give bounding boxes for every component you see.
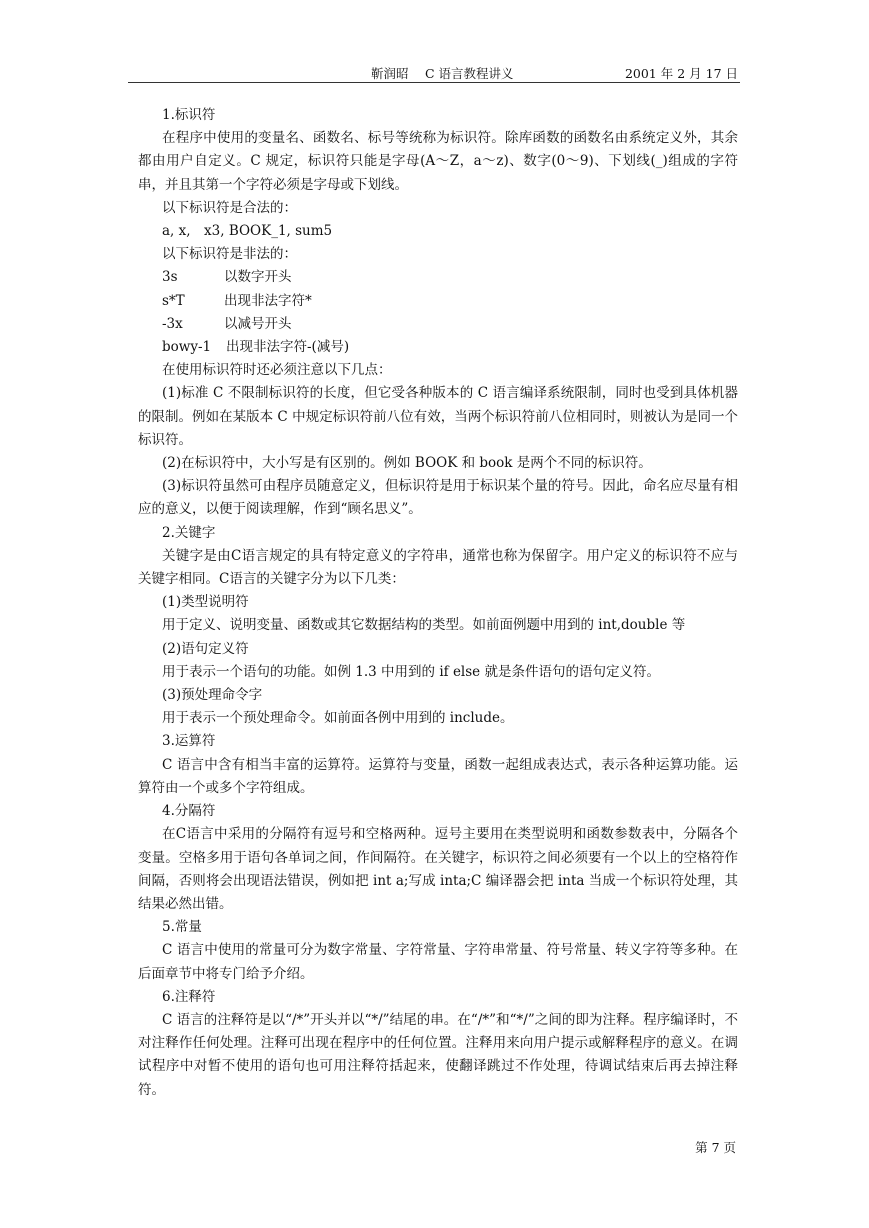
legal-list: a, x, x3, BOOK_1, sum5 <box>162 223 333 240</box>
illegal-item <box>138 336 738 359</box>
paragraph-identifiers: 在程序中使用的变量名、函数名、标号等统称为标识符。除库函数的函数名由系统定义外，其余都由用户自定义。C 规定，标识符只能是字母(A～Z，a～z)、数字(0～9)、下划线(_)组成的字符串，并且其第一个字符必须是字母或下划线。 <box>138 130 738 193</box>
paragraph-constants: C 语言中使用的常量可分为数字常量、字符常量、字符串常量、符号常量、转义字符等多种。在后面章节中将专门给予介绍。 <box>138 942 738 982</box>
section-heading-separators: 4.分隔符 <box>162 803 216 820</box>
page-number: 第 7 页 <box>695 1140 736 1155</box>
notes-intro: 在使用标识符时还必须注意以下几点： <box>162 362 392 379</box>
note-case: (2)在标识符中，大小写是有区别的。例如 BOOK 和 book 是两个不同的标识符。 <box>162 455 652 472</box>
illegal-reason: 以减号开头 <box>224 315 292 332</box>
paragraph-keywords: 关键字是由C语言规定的具有特定意义的字符串，通常也称为保留字。用户定义的标识符不应与关键字相同。C语言的关键字分为以下几类： <box>138 547 738 588</box>
note-meaning: (3)标识符虽然可由程序员随意定义，但标识符是用于标识某个量的符号。因此，命名应尽量有相应的意义，以便于阅读理解，作到“顾名思义”。 <box>138 478 738 518</box>
section-heading-identifiers: 1.标识符 <box>162 107 216 123</box>
keyword-category-text: 用于表示一个预处理命令。如前面各例中用到的 include。 <box>162 710 514 727</box>
legal-intro: 以下标识符是合法的： <box>162 199 297 216</box>
section-heading-constants: 5.常量 <box>162 919 202 936</box>
illegal-item <box>138 290 738 313</box>
keyword-category-title: (2)语句定义符 <box>162 640 249 657</box>
illegal-identifier: bowy-1 <box>162 339 212 356</box>
section-heading-comments: 6.注释符 <box>162 988 216 1005</box>
illegal-item <box>138 266 738 289</box>
paragraph-operators: C 语言中含有相当丰富的运算符。运算符与变量，函数一起组成表达式，表示各种运算功能。运算符由一个或多个字符组成。 <box>138 756 738 796</box>
illegal-reason: 以数字开头 <box>224 269 292 286</box>
paragraph-separators: 在C语言中采用的分隔符有逗号和空格两种。逗号主要用在类型说明和函数参数表中，分隔各个变量。空格多用于语句各单词之间，作间隔符。在关键字，标识符之间必须要有一个以上的空格符作间隔，否则将会出现语法错误，例如把 int a;写成 inta;C 编译器会把 inta 当成一个标识符处理，其结果必然出错。 <box>138 826 738 912</box>
illegal-reason: 出现非法字符-(减号) <box>226 339 350 356</box>
illegal-item <box>138 313 738 336</box>
section-heading-operators: 3.运算符 <box>162 733 216 750</box>
illegal-identifier: -3x <box>162 315 183 332</box>
paragraph-comments: C 语言的注释符是以“/*”开头并以“*/”结尾的串。在“/*”和“*/”之间的即为注释。程序编译时，不对注释作任何处理。注释可出现在程序中的任何位置。注释用来向用户提示或解释程序的意义。在调试程序中对暂不使用的语句也可用注释符括起来，使翻译跳过不作处理，待调试结束后再去掉注释符。 <box>138 1011 738 1098</box>
section-heading-keywords: 2.关键字 <box>162 524 216 541</box>
illegal-identifier: 3s <box>162 269 178 286</box>
note-length: (1)标准 C 不限制标识符的长度，但它受各种版本的 C 语言编译系统限制，同时也受到具体机器的限制。例如在某版本 C 中规定标识符前八位有效，当两个标识符前八位相同时，则被认为是同一个标识符。 <box>138 385 738 448</box>
illegal-intro: 以下标识符是非法的： <box>162 246 297 263</box>
header-date: 2001 年 2 月 17 日 <box>624 66 738 81</box>
illegal-identifier: s*T <box>162 292 185 309</box>
keyword-category-text: 用于表示一个语句的功能。如例 1.3 中用到的 if else 就是条件语句的语句定义符。 <box>162 663 660 680</box>
document-body <box>138 104 738 1102</box>
header-title: 靳润昭 C 语言教程讲义 <box>371 66 514 81</box>
keyword-category-text: 用于定义、说明变量、函数或其它数据结构的类型。如前面例题中用到的 int,double 等 <box>162 617 686 634</box>
illegal-reason: 出现非法字符* <box>224 292 312 309</box>
keyword-category-title: (1)类型说明符 <box>162 594 249 611</box>
page-header <box>128 60 740 83</box>
keyword-category-title: (3)预处理命令字 <box>162 687 263 704</box>
